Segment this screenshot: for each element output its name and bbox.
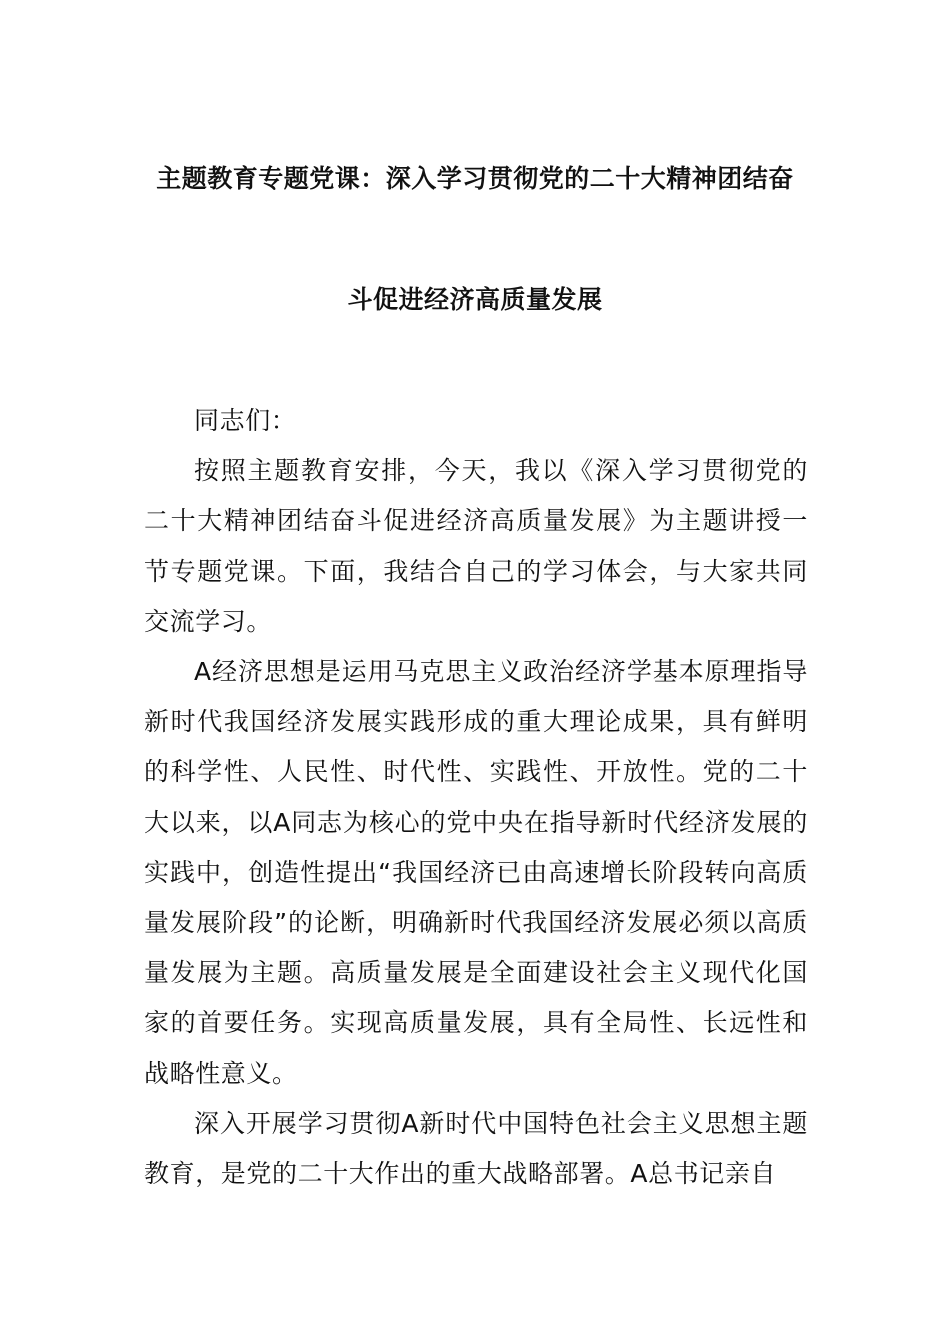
- salutation-paragraph: 同志们：: [194, 406, 297, 435]
- document-body: [144, 396, 808, 1199]
- body-paragraph: 按照主题教育安排，今天，我以《深入学习贯彻党的二十大精神团结奋斗促进经济高质量发展》为主题讲授一节专题党课。下面，我结合自己的学习体会，与大家共同交流学习。: [144, 456, 808, 636]
- document-title-line-2: 斗促进经济高质量发展: [347, 285, 603, 314]
- body-paragraph: 深入开展学习贯彻A新时代中国特色社会主义思想主题教育，是党的二十大作出的重大战略部署。A总书记亲自: [144, 1108, 808, 1189]
- body-paragraph: A经济思想是运用马克思主义政治经济学基本原理指导新时代我国经济发展实践形成的重大理论成果，具有鲜明的科学性、人民性、时代性、实践性、开放性。党的二十大以来，以A同志为核心的党中央在指导新时代经济发展的实践中，创造性提出“我国经济已由高速增长阶段转向高质量发展阶段”的论断，明确新时代我国经济发展必须以高质量发展为主题。高质量发展是全面建设社会主义现代化国家的首要任务。实现高质量发展，具有全局性、长远性和战略性意义。: [144, 657, 808, 1088]
- document-title-line-1: 主题教育专题党课：深入学习贯彻党的二十大精神团结奋: [156, 164, 794, 193]
